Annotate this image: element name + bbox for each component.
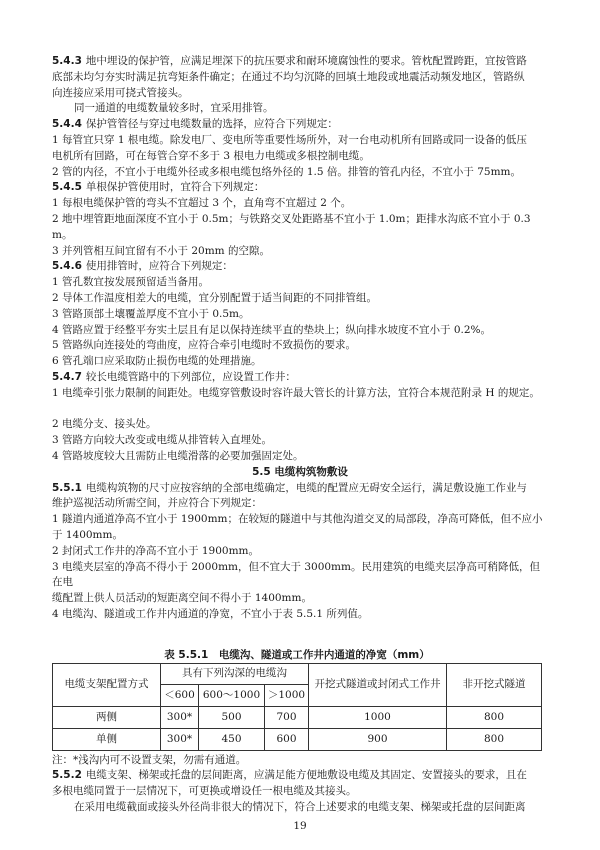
table-section [52,647,542,751]
clause-text: 多根电缆同置于一层情况下，可更换或增设任一根电缆及其接头。 [52,785,357,798]
clause-text: 2 封闭式工作井的净高不宜小于 1900mm。 [52,544,259,557]
clause-text: 缆配置上供人员活动的短距离空间不得小于 1400mm。 [52,592,312,605]
header-depth: 600～1000 [199,684,265,706]
clause-text: 地中埋设的保护管，应满足埋深下的抗压要求和耐环境腐蚀性的要求。管枕配置跨距，宜按管路 [85,55,527,67]
text-line [52,212,548,244]
clause-text: 2 管的内径，不宜小于电缆外径或多根电缆包络外径的 1.5 倍。排管的管孔内径，不宜小于 75mm。 [52,165,522,178]
text-line [52,86,548,102]
text-line [52,433,548,449]
clause-line [52,259,548,275]
clause-text: 电缆支架、梯架或托盘的层间距离，应满足能方便地敷设电缆及其固定、安置接头的要求，且在 [85,769,527,782]
clause-text: 保护管管径与穿过电缆数量的选择，应符合下列规定： [85,118,338,131]
text-line [52,591,548,607]
clause-text: 5 管路纵向连接处的弯曲度，应符合牵引电缆时不致损伤的要求。 [52,339,357,352]
text-line [52,512,548,528]
clause-text: 底部未均匀夯实时满足抗弯矩条件确定；在通过不均匀沉降的回填土地段或地震活动频发地区，管路纵 [52,70,525,83]
text-line [52,165,548,181]
clause-text: 1 电缆牵引张力限制的间距处。电缆穿管敷设时容许最大管长的计算方法，宜符合本规范附录 H 的规定。 [52,386,540,399]
table-cell: 700 [265,706,309,728]
clause-line [52,180,548,196]
clause-number: 5.5.2 [52,769,82,782]
text-line [52,607,548,623]
clause-number: 5.5.1 [52,481,82,494]
text-line [52,800,548,816]
clause-text: 1 隧道内通道净高不宜小于 1900mm；在较短的隧道中与其他沟道交叉的局部段，净高可降低，但不应小 [52,513,543,526]
table-cell: 450 [199,728,265,750]
header-config: 电缆支架配置方式 [53,663,161,706]
header-depth: ＜600 [161,684,199,706]
section-heading: 5.5 电缆构筑物敷设 [252,465,348,478]
clause-text: 1 每管宜只穿 1 根电缆。除发电厂、变电所等重要性场所外，对一台电动机所有回路或同一设备的低压 [52,133,527,146]
clause-text: 3 并列管相互间宜留有不小于 20mm 的空隙。 [52,244,270,257]
table-cell: 900 [309,728,447,750]
clause-text: 3 电缆夹层室的净高不得小于 2000mm，但不宜大于 3000mm。民用建筑的电缆夹层净高可稍降低，但在电 [52,560,540,589]
table-row [53,728,542,750]
text-line [52,149,548,165]
clause-text: 单根保护管使用时，宜符合下列规定： [85,181,265,194]
text-line [52,275,548,291]
table-caption: 表 5.5.1 电缆沟、隧道或工作井内通道的净宽（mm） [164,648,430,661]
clause-text: 1 每根电缆保护管的弯头不宜超过 3 个，直角弯不宜超过 2 个。 [52,197,352,210]
clause-number: 5.4.5 [52,181,82,194]
clause-text: 4 电缆沟、隧道或工作井内通道的净宽，不宜小于表 5.5.1 所列值。 [52,607,369,620]
clause-text: 较长电缆管路中的下列部位，应设置工作井： [85,370,296,383]
table-note: 注：*浅沟内可不设置支架，勿需有通道。 [52,753,247,766]
text-line [52,354,548,370]
clause-text: 同一通道的电缆数量较多时，宜采用排管。 [74,102,274,115]
clause-text: 于 1400mm。 [52,528,123,541]
clause-line [52,54,548,70]
clause-text: 3 管路顶部土壤覆盖厚度不宜小于 0.5m。 [52,307,250,320]
clause-text: 向连接应采用可挠式管接头。 [52,86,189,99]
clause-number: 5.4.6 [52,260,82,273]
text-line [52,133,548,149]
page-content [52,0,548,832]
clause-text: 4 管路应置于经整平夯实土层且有足以保持连续平直的垫块上；纵向排水坡度不宜小于 0.2%。 [52,323,492,336]
clause-text: 在采用电缆截面或接头外径尚非很大的情况下，符合上述要求的电缆支架、梯架或托盘的层间距离 [74,801,526,814]
clause-text: 电缆构筑物的尺寸应按容纳的全部电缆确定，电缆的配置应无碍安全运行，满足敷设施工作业与 [85,481,527,494]
text-line [52,196,548,212]
clause-text: 维护巡视活动所需空间，并应符合下列规定： [52,497,262,510]
text-line [52,544,548,560]
clause-text: 2 电缆分支、接头处。 [52,418,157,431]
clause-line [52,370,548,386]
text-line [52,402,548,418]
header-open-tunnel: 开挖式隧道或封闭式工作井 [309,663,447,706]
clause-line [52,768,548,784]
table-cell: 两侧 [53,706,161,728]
after-table-text [52,753,548,816]
text-line [52,291,548,307]
text-line [52,307,548,323]
text-line [52,496,548,512]
body-text [52,54,548,623]
table-cell: 800 [447,728,542,750]
header-trench-group: 具有下列沟深的电缆沟 [161,663,309,684]
clause-text: 使用排管时，应符合下列规定： [85,260,233,273]
table-cell: 1000 [309,706,447,728]
table-cell: 500 [199,706,265,728]
clause-text: 电机所有回路，可在每管合穿不多于 3 根电力电缆或多根控制电缆。 [52,149,370,162]
text-line [52,560,548,592]
clause-line [52,117,548,133]
clause-number: 5.4.4 [52,118,82,131]
table-cell: 300* [161,706,199,728]
clause-text: 4 管路坡度较大且需防止电缆滑落的必要加强固定处。 [52,449,304,462]
clearance-table [52,663,542,751]
text-line [52,386,548,402]
text-line [52,244,548,260]
clause-number: 5.4.3 [52,55,82,67]
text-line [52,528,548,544]
header-depth: ＞1000 [265,684,309,706]
table-cell: 单侧 [53,728,161,750]
text-line [52,449,548,465]
clause-text: 3 管路方向较大改变或电缆从排管转入直埋处。 [52,434,273,447]
clause-text: 2 导体工作温度相差大的电缆，宜分别配置于适当间距的不同排管组。 [52,291,378,304]
clause-text: 1 管孔数宜按发展预留适当备用。 [52,276,210,289]
text-line [52,70,548,86]
clause-text: 2 地中埋管距地面深度不宜小于 0.5m；与铁路交叉处距路基不宜小于 1.0m；距排水沟底不宜小于 0.3m。 [52,212,531,241]
header-non-open-tunnel: 非开挖式隧道 [447,663,542,706]
text-line [52,323,548,339]
text-line [52,338,548,354]
text-line [52,417,548,433]
table-row [53,706,542,728]
clause-text: 6 管孔端口应采取防止损伤电缆的处理措施。 [52,355,262,368]
text-line [52,101,548,117]
clause-number: 5.4.7 [52,370,82,383]
table-cell: 600 [265,728,309,750]
table-cell: 300* [161,728,199,750]
clause-line [52,481,548,497]
table-cell: 800 [447,706,542,728]
page-number: 19 [293,819,307,832]
text-line [52,784,548,800]
